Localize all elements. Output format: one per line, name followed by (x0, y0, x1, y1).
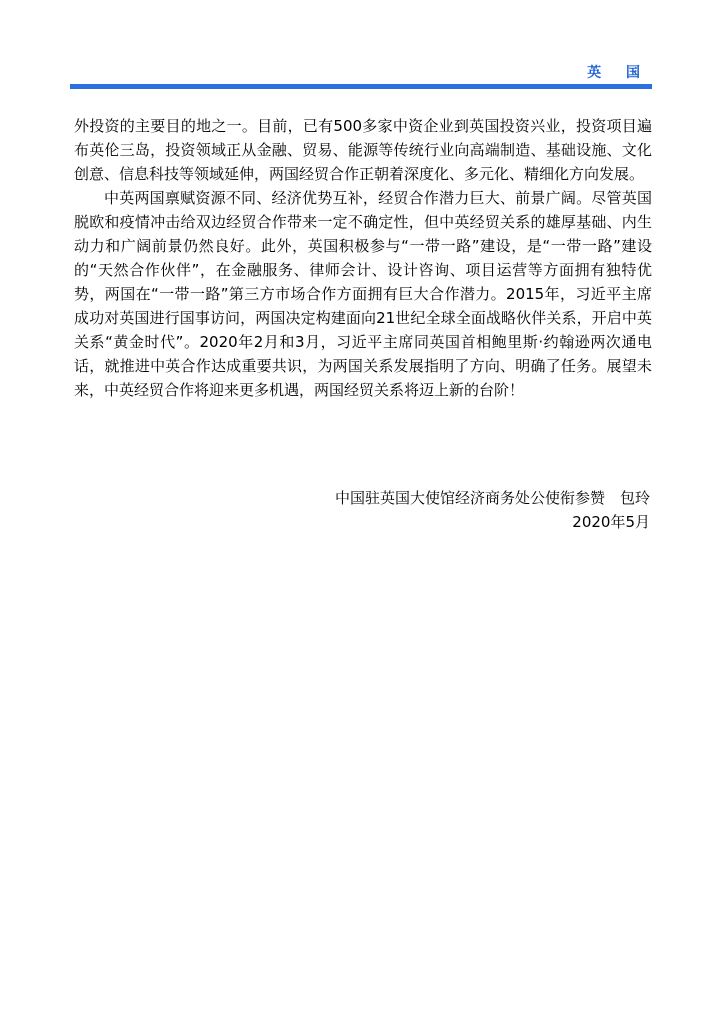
header-divider (70, 84, 652, 89)
body-paragraph-2: 中英两国禀赋资源不同、经济优势互补，经贸合作潜力巨大、前景广阔。尽管英国脱欧和疫情冲击给双边经贸合作带来一定不确定性，但中英经贸关系的雄厚基础、内生动力和广阔前景仍然良好。此外，英国积极参与“一带一路”建设，是“一带一路”建设的“天然合作伙伴”，在金融服务、律师会计、设计咨询、项目运营等方面拥有独特优势，两国在“一带一路”第三方市场合作方面拥有巨大合作潜力。2015年，习近平主席成功对英国进行国事访问，两国决定构建面向21世纪全球全面战略伙伴关系，开启中英关系“黄金时代”。2020年2月和3月，习近平主席同英国首相鲍里斯·约翰逊两次通电话，就推进中英合作达成重要共识，为两国关系发展指明了方向、明确了任务。展望未来，中英经贸合作将迎来更多机遇，两国经贸关系将迈上新的台阶！ (74, 189, 652, 399)
signature-date: 2020年5月 (572, 513, 650, 531)
signature-author: 中国驻英国大使馆经济商务处公使衔参赞 包玲 (334, 489, 650, 507)
page-header-title: 英 国 (587, 65, 650, 81)
page-header (70, 64, 652, 94)
body-paragraph-1: 外投资的主要目的地之一。目前，已有500多家中资企业到英国投资兴业，投资项目遍布英伦三岛，投资领域正从金融、贸易、能源等传统行业向高端制造、基础设施、文化创意、信息科技等领域延伸，两国经贸合作正朝着深度化、多元化、精细化方向发展。 (74, 117, 652, 183)
document-body (74, 114, 652, 402)
signature-block (230, 486, 650, 534)
